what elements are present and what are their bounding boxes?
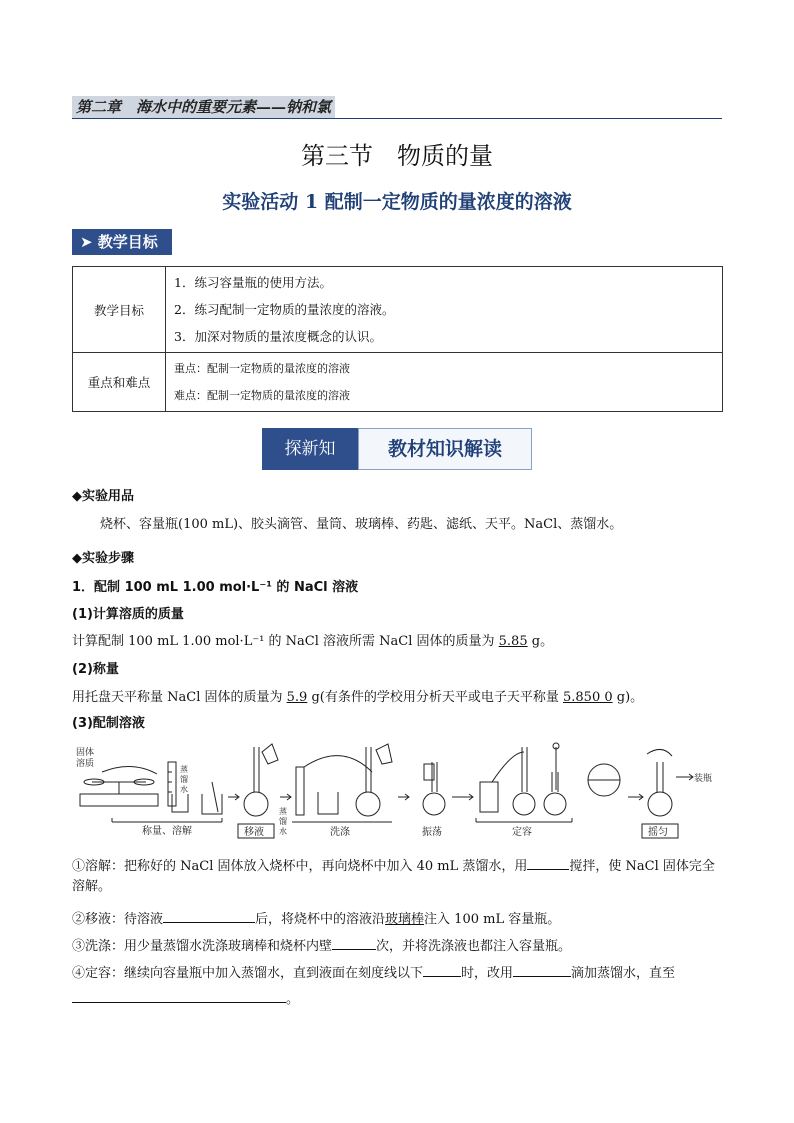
goal-item: 1．练习容量瓶的使用方法。 (174, 275, 332, 290)
q4-text-b: 时，改用 (461, 966, 514, 981)
keypoints-label: 重点和难点 (73, 353, 166, 412)
keypoint-item: 重点：配制一定物质的量浓度的溶液 (174, 362, 350, 375)
water-label-1b: 馏 (180, 775, 188, 784)
q4-text-a: ④定容：继续向容量瓶中加入蒸馏水，直到液面在刻度线以下 (72, 966, 424, 981)
sub1-title: (1)计算溶质的质量 (72, 607, 184, 622)
explore-banner (262, 428, 532, 470)
sub2-text-c: g)。 (612, 690, 644, 705)
water-label-2c: 水 (279, 827, 287, 836)
procedure-diagram (72, 742, 724, 842)
solid-solute-label2: 溶质 (76, 759, 95, 769)
materials-heading: ◆实验用品 (72, 489, 134, 504)
sub1-text (72, 632, 724, 652)
goals-label: 教学目标 (73, 267, 166, 353)
solid-solute-label: 固体 (76, 748, 95, 758)
sub1-text-b: g。 (527, 634, 554, 649)
label-shake: 振荡 (422, 827, 442, 838)
shake-even-icon (628, 749, 693, 816)
q4-blank-3 (72, 988, 286, 1003)
goals-content (166, 267, 723, 353)
label-wash: 洗涤 (330, 827, 350, 838)
q2-answer: 玻璃棒 (385, 912, 425, 927)
sub2-title: (2)称量 (72, 662, 119, 677)
question-3 (72, 935, 724, 957)
label-bottle: 装瓶 (694, 774, 713, 784)
sub2-answer2: 5.850 0 (563, 690, 613, 705)
goals-table (72, 266, 723, 412)
question-4-cont (72, 988, 724, 1010)
explore-right-label: 教材知识解读 (358, 428, 532, 470)
steps-heading: ◆实验步骤 (72, 551, 134, 566)
fix-volume-icon (480, 743, 620, 815)
q4-text-c: 滴加蒸馏水，直至 (571, 966, 676, 981)
activity-title: 实验活动 1 配制一定物质的量浓度的溶液 (222, 191, 572, 213)
q4-end: 。 (286, 992, 300, 1007)
q3-text-a: ③洗涤：用少量蒸馏水洗涤玻璃棒和烧杯内壁 (72, 939, 333, 954)
label-weigh-dissolve: 称量、溶解 (142, 826, 192, 837)
sub1-answer: 5.85 (498, 634, 528, 649)
question-4 (72, 962, 724, 984)
sub3-title: (3)配制溶液 (72, 716, 145, 731)
goals-banner: ➤ 教学目标 (72, 229, 172, 255)
question-2 (72, 908, 724, 930)
label-shake-even: 摇匀 (648, 827, 668, 838)
question-1 (72, 855, 724, 897)
wash-beaker-icon (296, 744, 392, 816)
q1-text-a: ①溶解：把称好的 NaCl 固体放入烧杯中，再向烧杯中加入 40 mL 蒸馏水，用 (72, 859, 528, 874)
volumetric-flask-icon (244, 744, 278, 816)
explore-left-label: 探新知 (262, 428, 358, 470)
q2-text-b: 后，将烧杯中的溶液沿 (255, 912, 386, 927)
q3-text-b: 次，并将洗涤液也都注入容量瓶。 (376, 939, 572, 954)
materials-text: 烧杯、容量瓶(100 mL)、胶头滴管、量筒、玻璃棒、药匙、滤纸、天平。NaCl、蒸馏水。 (100, 517, 623, 532)
sub2-text-b: g(有条件的学校用分析天平或电子天平称量 (307, 690, 563, 705)
water-label-2: 蒸 (279, 807, 287, 816)
q2-text-a: ②移液：待溶液 (72, 912, 164, 927)
goal-item: 2．练习配制一定物质的量浓度的溶液。 (174, 302, 395, 317)
shake-flask-icon (423, 762, 445, 815)
goal-item: 3．加深对物质的量浓度概念的认识。 (174, 329, 382, 344)
q4-blank-2 (513, 962, 571, 977)
label-transfer: 移液 (244, 827, 264, 838)
water-label-2b: 馏 (279, 817, 287, 826)
water-label-1: 蒸 (180, 765, 188, 774)
section-title: 第三节 物质的量 (301, 142, 493, 170)
sub2-text (72, 688, 724, 708)
q3-blank (332, 935, 376, 950)
chapter-header: 第二章 海水中的重要元素——钠和氯 (72, 96, 335, 118)
chapter-divider (72, 118, 722, 119)
q4-blank-1 (423, 962, 461, 977)
water-label-1c: 水 (180, 785, 188, 794)
sub2-answer: 5.9 (286, 690, 308, 705)
q1-blank (527, 855, 569, 870)
keypoints-content (166, 353, 723, 412)
sub1-text-a: 计算配制 100 mL 1.00 mol·L⁻¹ 的 NaCl 溶液所需 NaCl 固体的质量为 (72, 634, 499, 649)
label-fix-volume: 定容 (512, 827, 532, 838)
q2-text-c: 注入 100 mL 容量瓶。 (424, 912, 561, 927)
q1-text-b: 搅拌，使 NaCl 固体完全溶解。 (72, 859, 715, 894)
balance-icon (80, 766, 158, 806)
q2-blank (163, 908, 255, 923)
sub2-text-a: 用托盘天平称量 NaCl 固体的质量为 (72, 690, 287, 705)
keypoint-item: 难点：配制一定物质的量浓度的溶液 (174, 389, 350, 402)
step1-title: 1．配制 100 mL 1.00 mol·L⁻¹ 的 NaCl 溶液 (72, 580, 359, 595)
